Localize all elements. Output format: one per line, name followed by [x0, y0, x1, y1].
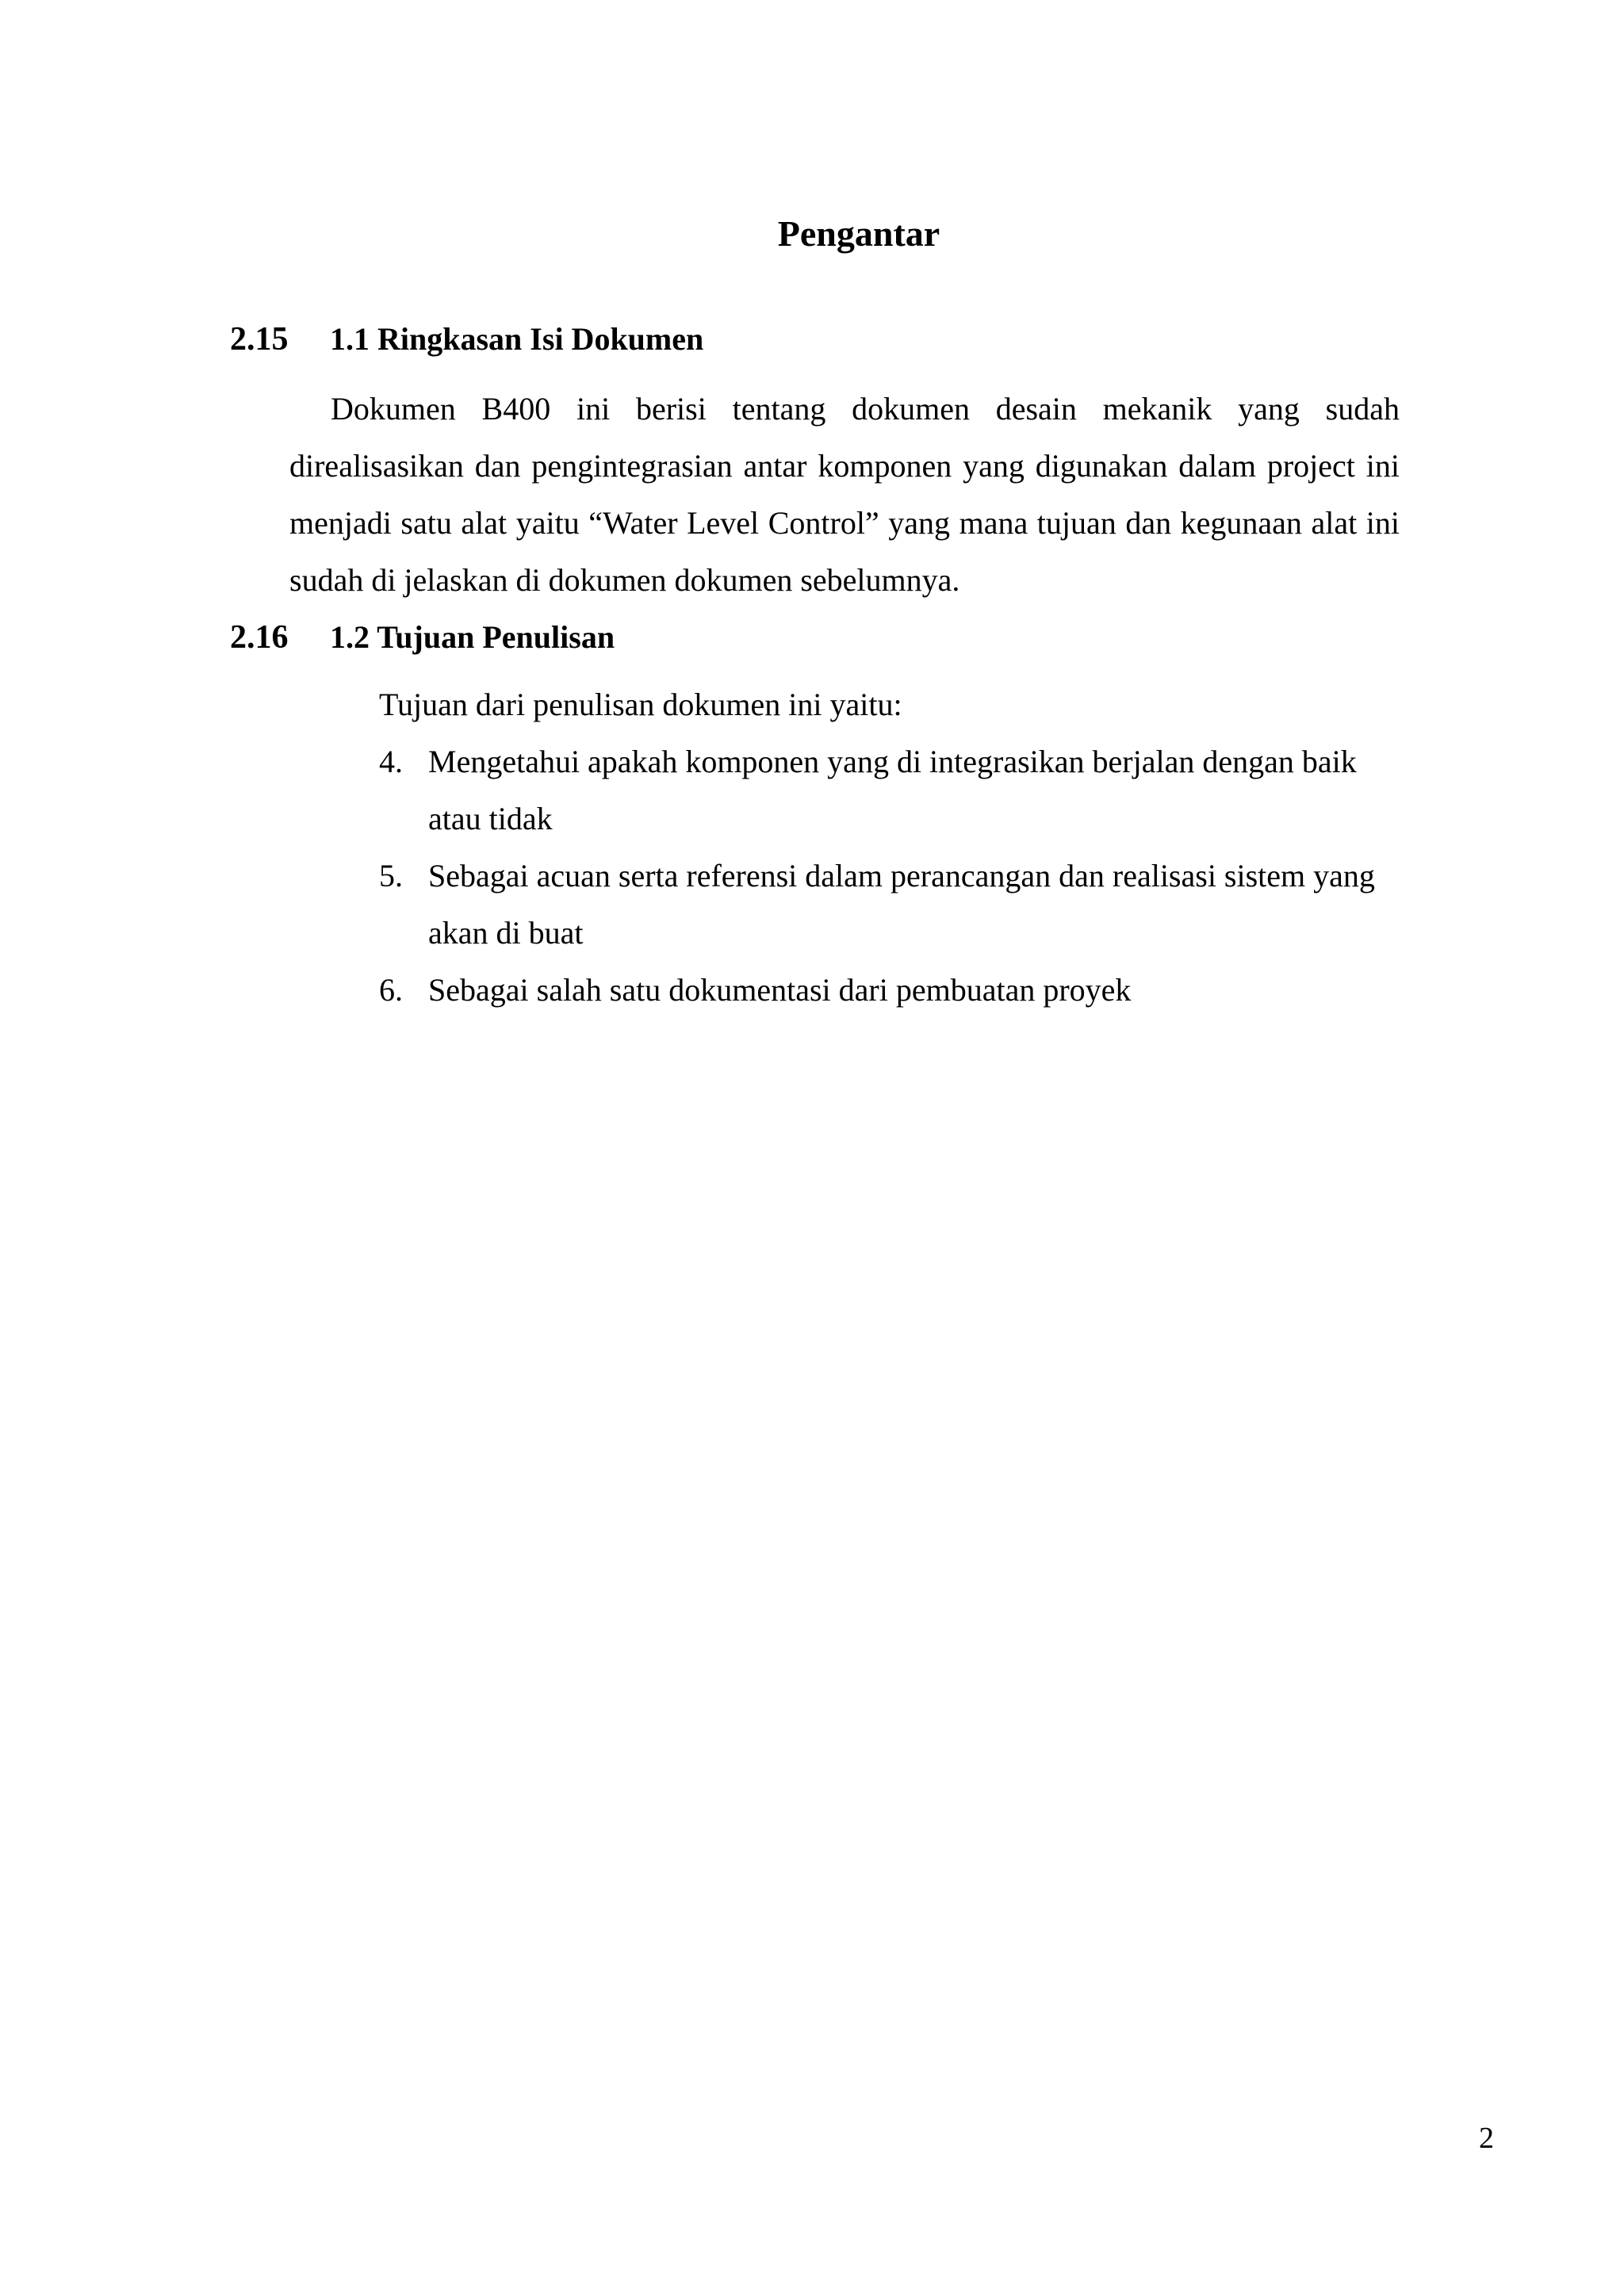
- list-item-text: Sebagai acuan serta referensi dalam perancangan dan realisasi sistem yang akan di buat: [428, 858, 1375, 951]
- list-item: [379, 848, 1400, 962]
- list-item: [379, 962, 1400, 1019]
- list-item-text: Mengetahui apakah komponen yang di integrasikan berjalan dengan baik atau tidak: [428, 744, 1357, 836]
- section-title: 1.2 Tujuan Penulisan: [330, 619, 615, 655]
- list-marker: 6.: [379, 972, 403, 1008]
- section-title: 1.1 Ringkasan Isi Dokumen: [330, 321, 704, 357]
- purpose-intro: Tujuan dari penulisan dokumen ini yaitu:: [379, 687, 902, 722]
- page-title: Pengantar: [777, 213, 940, 254]
- summary-paragraph: Dokumen B400 ini berisi tentang dokumen desain mekanik yang sudah direalisasikan dan pengintegrasian antar komponen yang digunakan dalam project ini menjadi satu alat yaitu “Water Level Control” yang mana tujuan dan kegunaan alat ini sudah di jelaskan di dokumen dokumen sebelumnya.: [289, 391, 1400, 598]
- section-number: 2.16: [230, 619, 289, 656]
- list-item-text: Sebagai salah satu dokumentasi dari pembuatan proyek: [428, 972, 1132, 1008]
- list-marker: 4.: [379, 744, 403, 779]
- list-marker: 5.: [379, 858, 403, 894]
- purpose-list: [379, 733, 1400, 1019]
- list-item: [379, 733, 1400, 848]
- section-number: 2.15: [230, 321, 289, 358]
- page-number: 2: [1479, 2122, 1494, 2155]
